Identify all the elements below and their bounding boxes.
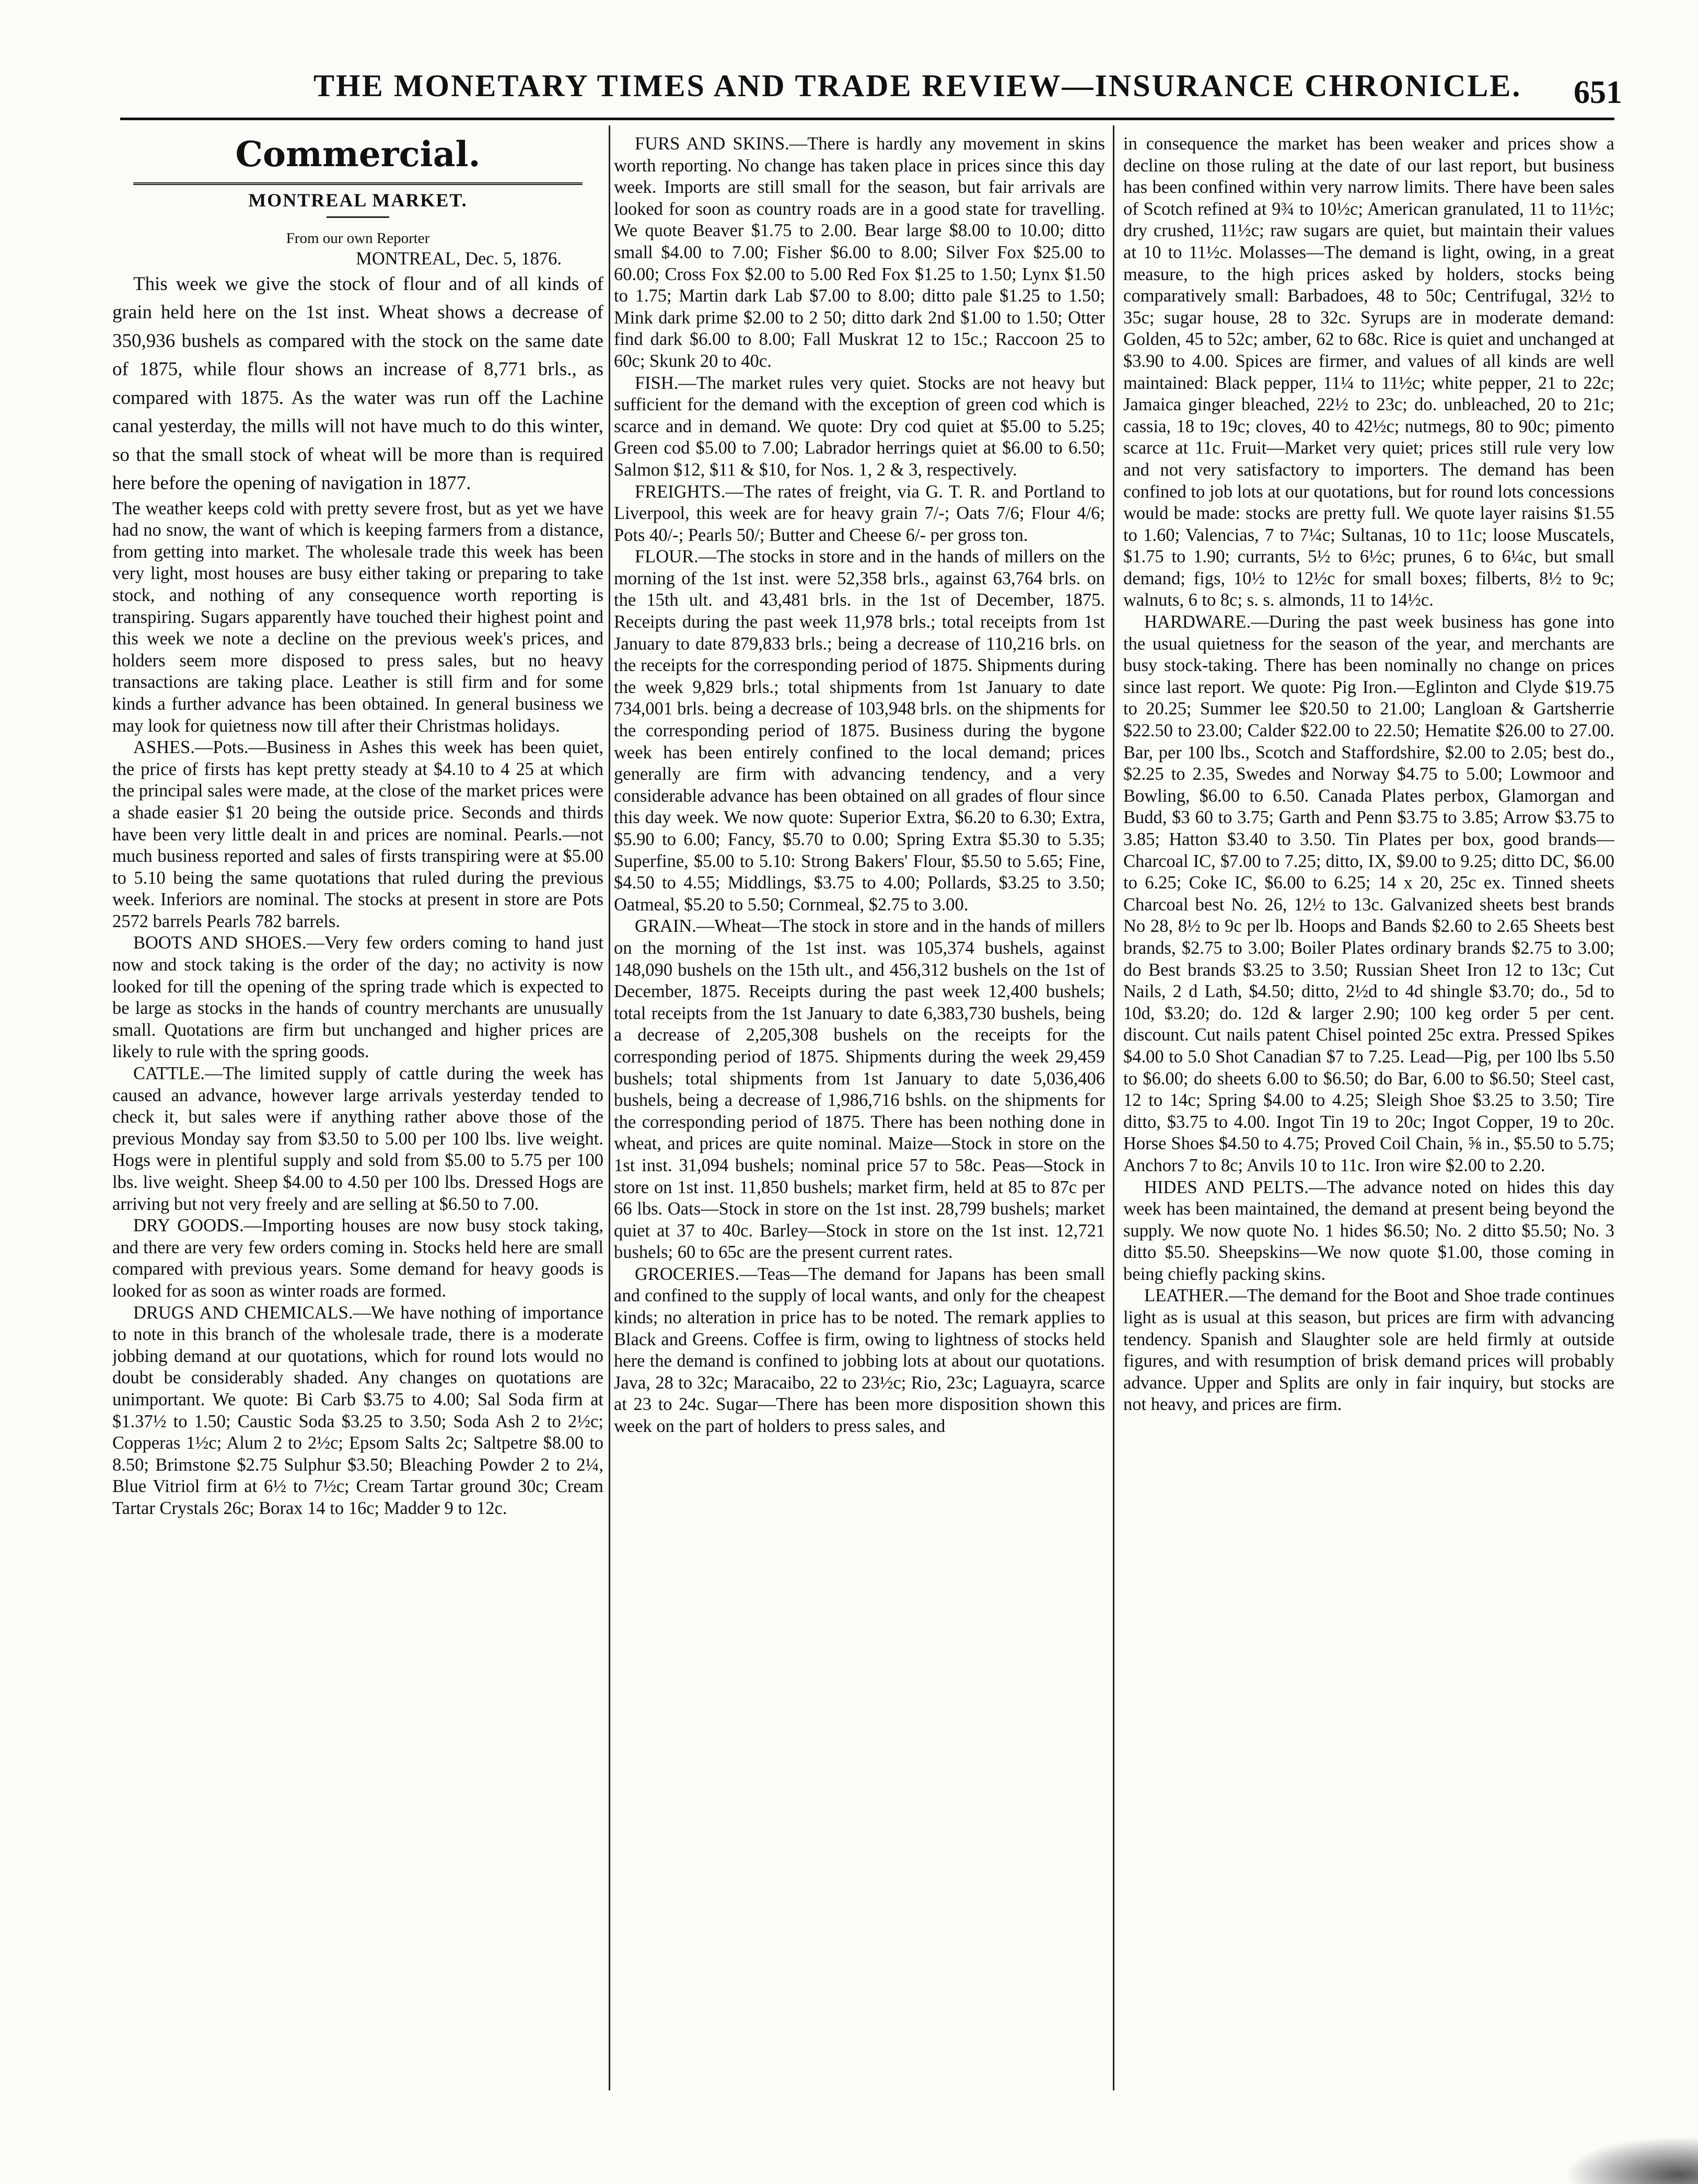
grain-report — [614, 916, 1105, 1264]
column-2 — [614, 133, 1105, 2077]
intro-paragraph: This week we give the stock of flour and of all kinds of grain held here on the 1st inst. Wheat shows a decrease of 350,936 bushels as compared with the stock on the same date of 1875, while flour shows an increase of 8,771 brls., as compared with 1875. As the water was run off the Lachine canal yesterday, the mills will not have much to do this winter, so that the small stock of wheat will be more than is required here before the opening of navigation in 1877. — [112, 273, 603, 494]
ashes-heading: ASHES. — [133, 737, 195, 758]
section-rule — [133, 175, 583, 185]
groceries-report — [614, 1264, 1105, 1438]
ashes-report — [112, 737, 603, 932]
flour-text: —The stocks in store and in the hands of millers on the morning of the 1st inst. were 52,358 brls., against 63,764 brls. on the 15th ult. and 43,481 brls. in the 1st of December, 1875. Receipts during the past week 11,978 brls.; total receipts from 1st January to date 879,833 brls.; being a decrease of 110,216 brls. on the receipts for the corresponding period of 1875. Shipments during the week 9,829 brls.; total shipments from 1st January to date 734,001 brls. being a decrease of 103,948 brls. on the shipments for the corresponding period of 1875. Business during the bygone week has been entirely confined to the local demand; prices generally are firm with advancing tendency, and a very considerable advance has been obtained on all grades of flour since this day week. We now quote: Superior Extra, $6.20 to 6.30; Extra, $5.90 to 6.00; Fancy, $5.70 to 0.00; Spring Extra $5.30 to 5.35; Superfine, $5.00 to 5.10: Strong Bakers' Flour, $5.50 to 5.65; Fine, $4.50 to 4.55; Middlings, $3.75 to 4.00; Pollards, $3.25 to 3.50; Oatmeal, $5.20 to 5.50; Cornmeal, $2.75 to 3.00. — [614, 547, 1105, 915]
furs-report — [614, 133, 1105, 373]
hardware-text: —During the past week business has gone into the usual quietness for the season of the year, and merchants are busy stock-taking. There has been nominally no change on prices since last report. We quote: Pig Iron.—Eglinton and Clyde $19.75 to 20.25; Summer lee $20.50 to 21.00; Langloan & Gartsherrie $22.50 to 23.00; Calder $22.00 to 22.50; Hematite $26.00 to 27.00. Bar, per 100 lbs., Scotch and Staffordshire, $2.00 to 2.05; best do., $2.25 to 2.35, Swedes and Norway $4.75 to 5.00; Lowmoor and Bowling, $6.00 to 6.50. Canada Plates perbox, Glamorgan and Budd, $3 60 to 3.75; Garth and Penn $3.75 to 3.85; Arrow $3.75 to 3.85; Hatton $3.40 to 3.50. Tin Plates per box, good brands—Charcoal IC, $7.00 to 7.25; ditto, IX, $9.00 to 9.25; ditto DC, $6.00 to 6.25; Coke IC, $6.00 to 6.25; 14 x 20, 25c ex. Tinned sheets Charcoal best No. 26, 12½ to 13c. Galvanized sheets best brands No 28, 8½ to 9c per lb. Hoops and Bands $2.60 to 2.65 Sheets best brands, $2.75 to 3.00; Boiler Plates ordinary brands $2.75 to 3.00; do Best brands $3.25 to 3.50; Russian Sheet Iron 12 to 13c; Cut Nails, 2 d Lath, $4.50; ditto, 2½d to 4d shingle $3.70; do., 5d to 10d, $3.20; do. 12d & larger 2.90; 100 keg order 5 per cent. discount. Cut nails patent Chisel pointed 25c extra. Pressed Spikes $4.00 to 5.0 Shot Canadian $7 to 7.25. Lead—Pig, per 100 lbs 5.50 to $6.00; do sheets 6.00 to $6.50; do Bar, 6.00 to $6.50; Steel cast, 12 to 14c; Spring $4.00 to 4.25; Sleigh Shoe $3.25 to 3.50; Tire ditto, $3.75 to 4.00. Ingot Tin 19 to 20c; Ingot Copper, 19 to 20c. Horse Shoes $4.50 to 4.75; Proved Coil Chain, ⅝ in., $5.50 to 5.75; Anchors 7 to 8c; Anvils 10 to 11c. Iron wire $2.00 to 2.20. — [1123, 612, 1614, 1175]
furs-text: —There is hardly any movement in skins worth reporting. No change has taken place in prices since this day week. Imports are still small for the season, but fair arrivals are looked for soon as country roads are in a good state for travelling. We quote Beaver $1.75 to 2.00. Bear large $8.00 to 10.00; ditto small $4.00 to 7.00; Fisher $6.00 to 8.00; Silver Fox $25.00 to 60.00; Cross Fox $2.00 to 5.00 Red Fox $1.25 to 1.50; Lynx $1.50 to 1.75; Martin dark Lab $7.00 to 8.00; ditto pale $1.25 to 1.50; Mink dark prime $2.00 to 2 50; ditto dark 2nd $1.00 to 1.50; Otter find dark $6.00 to 8.00; Fall Muskrat 12 to 15c.; Raccoon 25 to 60c; Skunk 20 to 40c. — [614, 134, 1105, 371]
column-divider — [609, 125, 610, 2090]
market-title: MONTREAL MARKET. — [248, 190, 468, 211]
hides-report — [1123, 1177, 1614, 1286]
column-3 — [1123, 133, 1614, 2077]
reporter-line: From our own Reporter — [286, 230, 430, 247]
publication-title: THE MONETARY TIMES AND TRADE REVIEW—INSURANCE CHRONICLE. — [313, 68, 1522, 103]
title-rule — [327, 216, 389, 218]
hardware-heading: HARDWARE. — [1144, 612, 1251, 632]
grain-heading: GRAIN. — [635, 916, 696, 937]
hides-text: —The advance noted on hides this day week has been maintained, the demand at present being beyond the supply. We now quote No. 1 hides $6.50; No. 2 ditto $5.50; No. 3 ditto $5.50. Sheepskins—We now quote $1.00, those coming in being chiefly packing skins. — [1123, 1177, 1614, 1284]
header-rule — [120, 118, 1614, 120]
ashes-text: —Pots.—Business in Ashes this week has been quiet, the price of firsts has kept pretty steady at $4.10 to 4 25 at which the principal sales were made, at the close of the market prices were a shade easier $1 20 being the outside price. Seconds and thirds have been very little dealt in and prices are nominal. Pearls.—not much business reported and sales of firsts transpiring were at $5.00 to 5.10 being the same quotations that ruled during the previous week. Inferiors are nominal. The stocks at present in store are Pots 2572 barrels Pearls 782 barrels. — [112, 737, 603, 931]
freights-text: —The rates of freight, via G. T. R. and Portland to Liverpool, this week are for heavy grain 7/-; Oats 7/6; Flour 4/6; Pots 40/-; Pearls 50/; Butter and Cheese 6/- per gross ton. — [614, 481, 1105, 545]
furs-heading: FURS AND SKINS. — [635, 134, 789, 154]
groceries-continued: in consequence the market has been weaker and prices show a decline on those ruling at the date of our last report, but business has been confined within very narrow limits. There have been sales of Scotch refined at 9¾ to 10½c; American granulated, 11 to 11½c; dry crushed, 11½c; raw sugars are quiet, but maintain their values at 10 to 11½c. Molasses—The demand is light, owing, in a great measure, to the high prices asked by holders, stocks being comparatively small: Barbadoes, 48 to 50c; Centrifugal, 32½ to 35c; sugar house, 28 to 32c. Syrups are in moderate demand: Golden, 45 to 52c; amber, 62 to 68c. Rice is quiet and unchanged at $3.90 to 4.00. Spices are firmer, and values of all kinds are well maintained: Black pepper, 11¼ to 11½c; white pepper, 21 to 22c; Jamaica ginger bleached, 22½ to 23c; do. unbleached, 20 to 21c; cassia, 18 to 19c; cloves, 40 to 42½c; nutmegs, 80 to 90c; pimento scarce at 11c. Fruit—Market very quiet; prices still rule very low and not very satisfactory to importers. The demand has been confined to job lots at our quotations, but for round lots concessions would be made: stocks are pretty full. We quote layer raisins $1.55 to 1.60; Valencias, 7 to 7¼c; Sultanas, 10 to 11c; loose Muscatels, $1.75 to 1.90; currants, 5½ to 6½c; prunes, 6 to 6¼c, but small demand; figs, 10½ to 12½c for small boxes; filberts, 8½ to 9c; walnuts, 6 to 8c; s. s. almonds, 11 to 14½c. — [1123, 134, 1614, 610]
grain-text: —Wheat—The stock in store and in the hands of millers on the morning of the 1st inst. was 105,374 bushels, against 148,090 bushels on the 15th ult., and 456,312 bushels on the 1st of December, 1875. Receipts during the past week 12,400 bushels; total receipts from the 1st January to date 6,383,730 bushels, being a decrease of 2,205,308 bushels on the receipts for the corresponding period of 1875. Shipments during the week 29,459 bushels; total shipments from 1st January to date 5,036,406 bushels, being a decrease of 1,986,716 bshls. on the shipments for the corresponding period of 1875. There has been nothing done in wheat, and prices are quite nominal. Maize—Stock in store on the 1st inst. 31,094 bushels; nominal price 57 to 58c. Peas—Stock in store on 1st inst. 11,850 bushels; market firm, held at 85 to 87c per 66 lbs. Oats—Stock in store on the 1st inst. 28,799 bushels; market quiet at 37 to 40c. Barley—Stock in store on the 1st inst. 12,721 bushels; 60 to 65c are the present current rates. — [614, 916, 1105, 1263]
weather-paragraph: The weather keeps cold with pretty severe frost, but as yet we have had no snow, the want of which is keeping farmers from a distance, from getting into market. The wholesale trade this week has been very light, most houses are busy either taking or preparing to take stock, and nothing of any consequence worth reporting is transpiring. Sugars apparently have touched their highest point and this week we note a decline on the previous week's prices, and holders seem more disposed to press sales, but no heavy transactions are taking place. Leather is still firm and for some kinds a further advance has been obtained. In general business we may look for quietness now till after their Christmas holidays. — [112, 498, 603, 736]
cattle-heading: CATTLE. — [133, 1064, 205, 1084]
fish-heading: FISH. — [635, 373, 679, 393]
dry-goods-report — [112, 1215, 603, 1302]
drugs-report — [112, 1302, 603, 1520]
column-divider — [1113, 125, 1114, 2090]
cattle-report — [112, 1063, 603, 1215]
leather-text: —The demand for the Boot and Shoe trade continues light as is usual at this season, but prices are firm with advancing tendency. Spanish and Slaughter sole are held firmly at outside figures, and with resumption of brisk demand prices will probably advance. Upper and Splits are only in fair inquiry, but stocks are not heavy, and prices are firm. — [1123, 1286, 1614, 1415]
hardware-report — [1123, 611, 1614, 1176]
hides-heading: HIDES AND PELTS. — [1144, 1177, 1309, 1197]
freights-heading: FREIGHTS. — [635, 481, 726, 502]
leather-report — [1123, 1285, 1614, 1416]
section-title: Commercial. — [235, 134, 481, 175]
fish-report — [614, 373, 1105, 481]
dry-goods-text: —Importing houses are now busy stock taking, and there are very few orders coming in. Stocks held here are small compared with previous years. Some demand for heavy goods is looked for as soon as winter roads are formed. — [112, 1216, 603, 1301]
flour-report — [614, 546, 1105, 916]
boots-text: —Very few orders coming to hand just now and stock taking is the order of the day; no activity is now looked for till the opening of the spring trade which is expected to be large as stocks in the hands of country merchants are unusually small. Quotations are firm but unchanged and higher prices are likely to rule with the spring goods. — [112, 933, 603, 1062]
flour-heading: FLOUR. — [635, 547, 699, 567]
groceries-heading: GROCERIES. — [635, 1264, 740, 1284]
page-number: 651 — [1574, 75, 1622, 110]
leather-heading: LEATHER. — [1144, 1286, 1229, 1306]
freights-report — [614, 481, 1105, 547]
boots-report — [112, 932, 603, 1063]
scan-smudge — [1567, 2137, 1698, 2184]
page-header — [0, 68, 1698, 110]
boots-heading: BOOTS AND SHOES. — [133, 933, 307, 953]
column-1 — [112, 133, 603, 2077]
cattle-text: —The limited supply of cattle during the week has caused an advance, however large arrivals yesterday tended to check it, but sales were if anything rather above those of the previous Monday say from $3.50 to 5.00 per 100 lbs. live weight. Hogs were in plentiful supply and sold from $5.00 to 5.75 per 100 lbs. live weight. Sheep $4.00 to 4.50 per 100 lbs. Dressed Hogs are arriving but not very freely and are selling at $6.50 to 7.00. — [112, 1064, 603, 1214]
dateline: MONTREAL, Dec. 5, 1876. — [356, 249, 562, 269]
fish-text: —The market rules very quiet. Stocks are not heavy but sufficient for the demand with the exception of green cod which is scarce and in demand. We quote: Dry cod quiet at $5.00 to 5.25; Green cod $5.00 to 7.00; Labrador herrings quiet at $6.00 to 6.50; Salmon $12, $11 & $10, for Nos. 1, 2 & 3, respectively. — [614, 373, 1105, 480]
groceries-text: —Teas—The demand for Japans has been small and confined to the supply of local wants, and only for the cheapest kinds; no alteration in price has to be noted. The remark applies to Black and Greens. Coffee is firm, owing to lightness of stocks held here the demand is confined to jobbing lots at about our quotations. Java, 28 to 32c; Maracaibo, 22 to 23½c; Rio, 23c; Laguayra, scarce at 23 to 24c. Sugar—There has been more disposition shown this week on the part of holders to press sales, and — [614, 1264, 1105, 1437]
drugs-heading: DRUGS AND CHEMICALS. — [133, 1302, 353, 1323]
drugs-text: —We have nothing of importance to note in this branch of the wholesale trade, there is a moderate jobbing demand at our quotations, which for round lots would no doubt be considerably shaded. Any changes on quotations are unimportant. We quote: Bi Carb $3.75 to 4.00; Sal Soda firm at $1.37½ to 1.50; Caustic Soda $3.25 to 3.50; Soda Ash 2 to 2½c; Copperas 1½c; Alum 2 to 2½c; Epsom Salts 2c; Saltpetre $8.00 to 8.50; Brimstone $2.75 Sulphur $3.50; Bleaching Powder 2 to 2¼, Blue Vitriol firm at 6½ to 7½c; Cream Tartar ground 30c; Cream Tartar Crystals 26c; Borax 14 to 16c; Madder 9 to 12c. — [112, 1302, 603, 1518]
dry-goods-heading: DRY GOODS. — [133, 1216, 244, 1236]
